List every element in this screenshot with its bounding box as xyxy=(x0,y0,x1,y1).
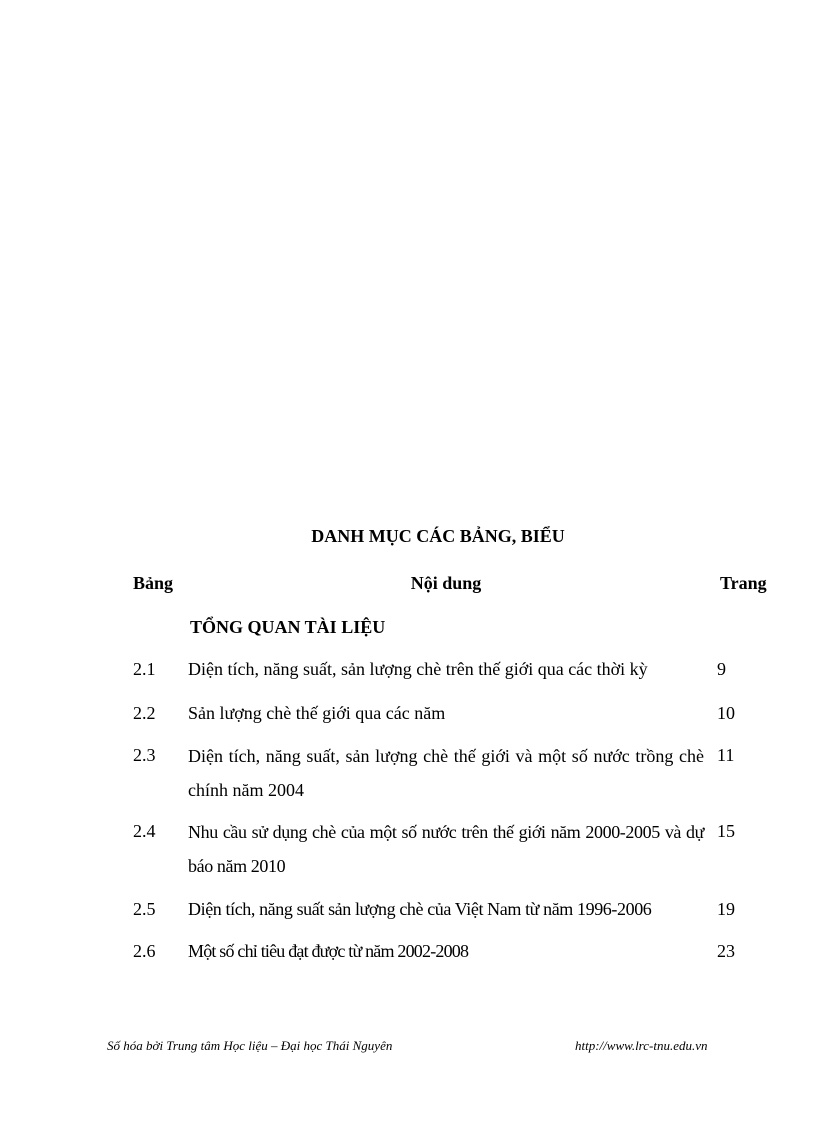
row-description: Diện tích, năng suất sản lượng chè của Việt Nam từ năm 1996-2006 xyxy=(188,899,652,919)
row-page: 10 xyxy=(717,703,735,723)
row-description: Nhu cầu sử dụng chè của một số nước trên thế giới năm 2000-2005 và dự báo năm 2010 xyxy=(188,822,704,876)
row-page: 15 xyxy=(717,821,735,841)
footer-url: http://www.lrc-tnu.edu.vn xyxy=(575,1038,708,1053)
row-number: 2.1 xyxy=(133,659,156,679)
column-header-table: Bảng xyxy=(133,573,174,593)
page-title: DANH MỤC CÁC BẢNG, BIỂU xyxy=(311,526,565,546)
row-number: 2.3 xyxy=(133,745,156,765)
row-page: 23 xyxy=(717,941,735,961)
row-number: 2.6 xyxy=(133,941,156,961)
row-page: 9 xyxy=(717,659,726,679)
row-description: Sản lượng chè thế giới qua các năm xyxy=(188,703,446,723)
column-header-content: Nội dung xyxy=(410,573,482,593)
row-number: 2.4 xyxy=(133,821,156,841)
row-number: 2.2 xyxy=(133,703,156,723)
row-number: 2.5 xyxy=(133,899,156,919)
row-description: Diện tích, năng suất, sản lượng chè thế giới và một số nước trồng chè chính năm 2004 xyxy=(188,746,704,800)
row-description: Diện tích, năng suất, sản lượng chè trên thế giới qua các thời kỳ xyxy=(188,659,648,679)
column-header-page: Trang xyxy=(720,573,767,593)
row-page: 11 xyxy=(717,745,735,765)
section-title: TỔNG QUAN TÀI LIỆU xyxy=(190,617,386,637)
row-page: 19 xyxy=(717,899,735,919)
footer-credit: Số hóa bởi Trung tâm Học liệu – Đại học Thái Nguyên xyxy=(107,1038,393,1053)
row-description: Một số chỉ tiêu đạt được từ năm 2002-2008 xyxy=(188,941,469,961)
